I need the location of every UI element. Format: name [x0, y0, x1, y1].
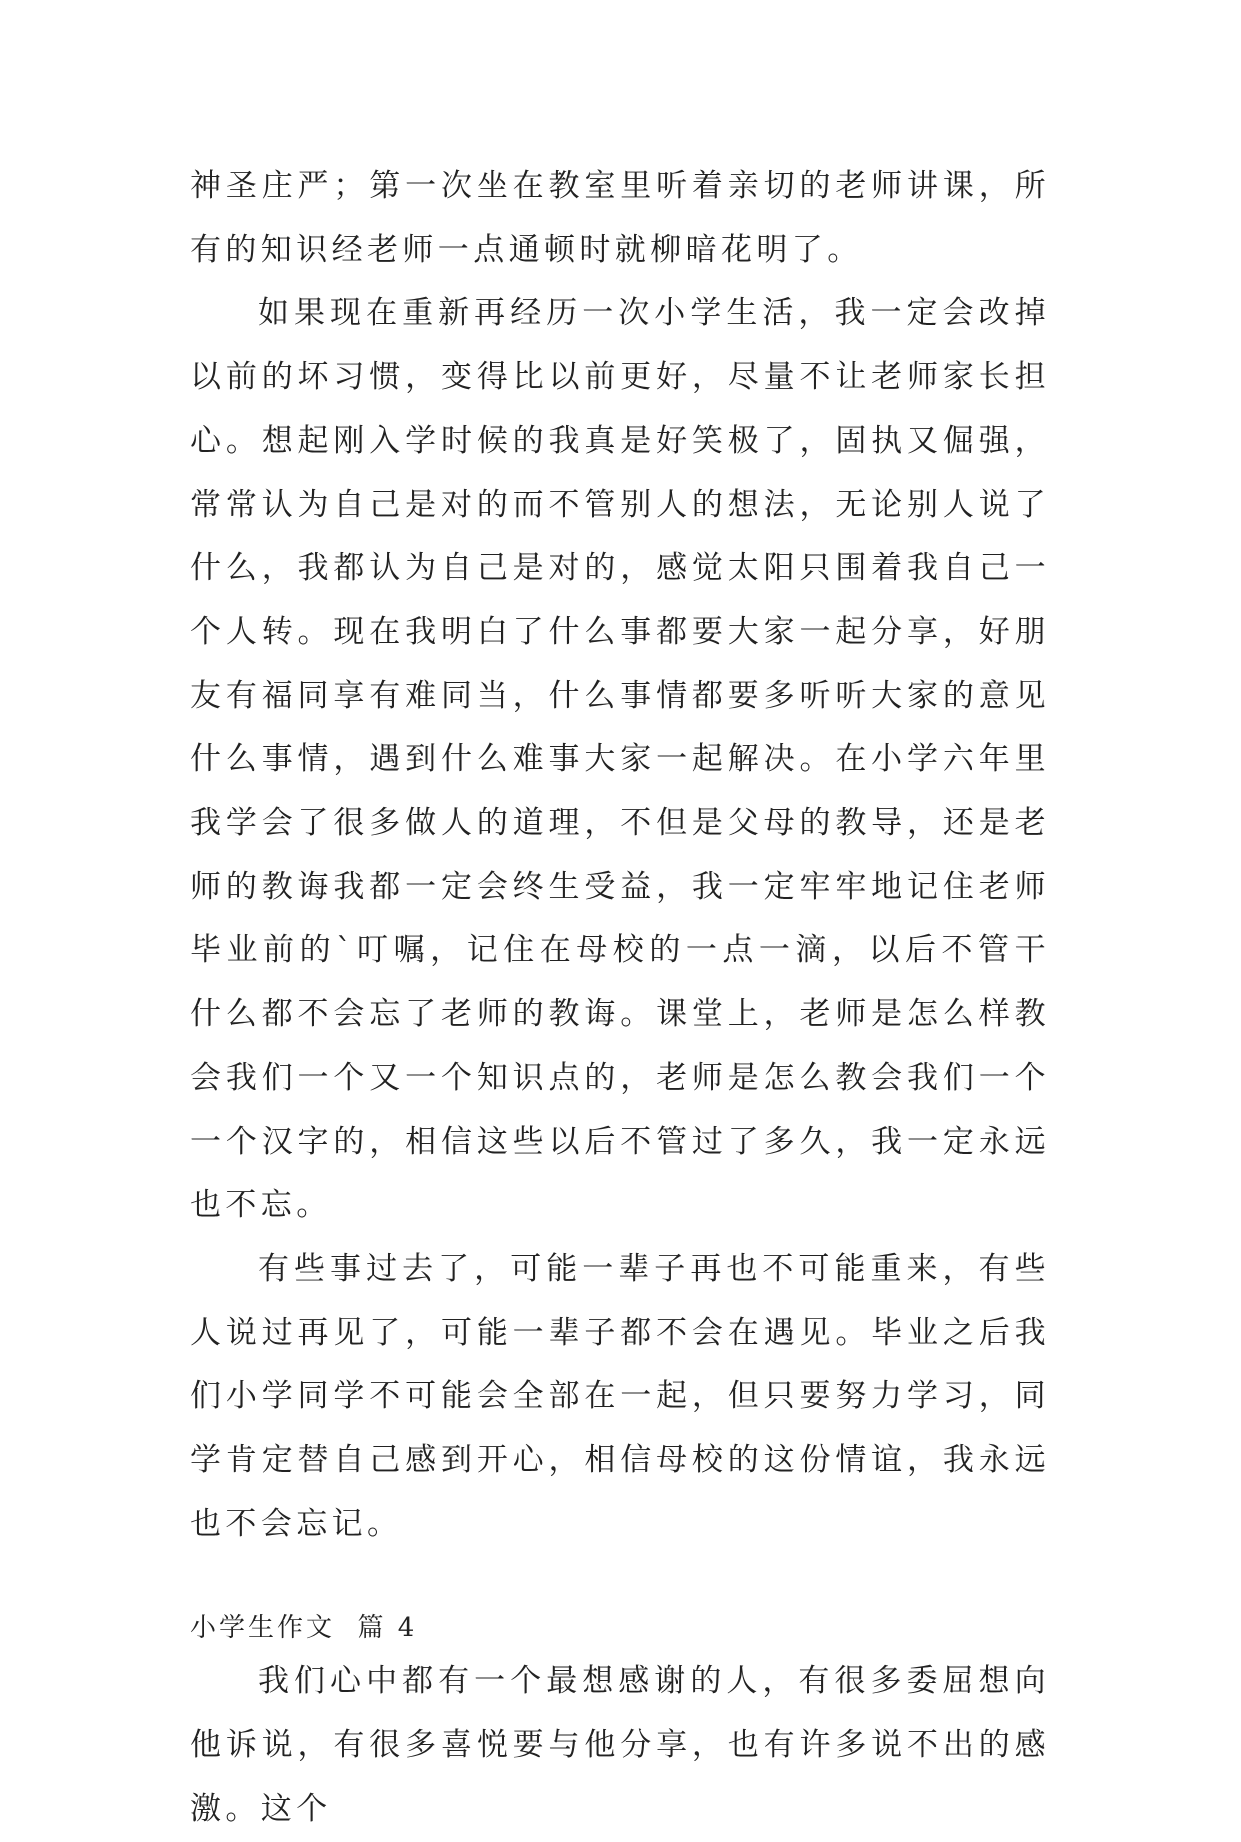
section-heading: 小学生作文 篇 4	[190, 1613, 418, 1644]
body-paragraph-redo-primary-school: 如果现在重新再经历一次小学生活，我一定会改掉以前的坏习惯，变得比以前更好，尽量不让老师家长担心。想起刚入学时候的我真是好笑极了，固执又倔强，常常认为自己是对的而不管别人的想法，无论别人说了什么，我都认为自己是对的，感觉太阳只围着我自己一个人转。现在我明白了什么事都要大家一起分享，好朋友有福同享有难同当，什么事情都要多听听大家的意见什么事情，遇到什么难事大家一起解决。在小学六年里我学会了很多做人的道理，不但是父母的教导，还是老师的教诲我都一定会终生受益，我一定牢牢地记住老师毕业前的`叮嘱，记住在母校的一点一滴，以后不管干什么都不会忘了老师的教诲。课堂上，老师是怎么样教会我们一个又一个知识点的，老师是怎么教会我们一个一个汉字的，相信这些以后不管过了多久，我一定永远也不忘。	[190, 295, 1050, 1224]
document-body	[190, 155, 1050, 1842]
body-paragraph-farewell: 有些事过去了，可能一辈子再也不可能重来，有些人说过再见了，可能一辈子都不会在遇见。毕业之后我们小学同学不可能会全部在一起，但只要努力学习，同学肯定替自己感到开心，相信母校的这份情谊，我永远也不会忘记。	[190, 1250, 1050, 1542]
section-opening-paragraph: 我们心中都有一个最想感谢的人，有很多委屈想向他诉说，有很多喜悦要与他分享，也有许多说不出的感激。这个	[190, 1663, 1050, 1827]
body-paragraph-continued: 神圣庄严；第一次坐在教室里听着亲切的老师讲课，所有的知识经老师一点通顿时就柳暗花明了。	[190, 168, 1050, 268]
